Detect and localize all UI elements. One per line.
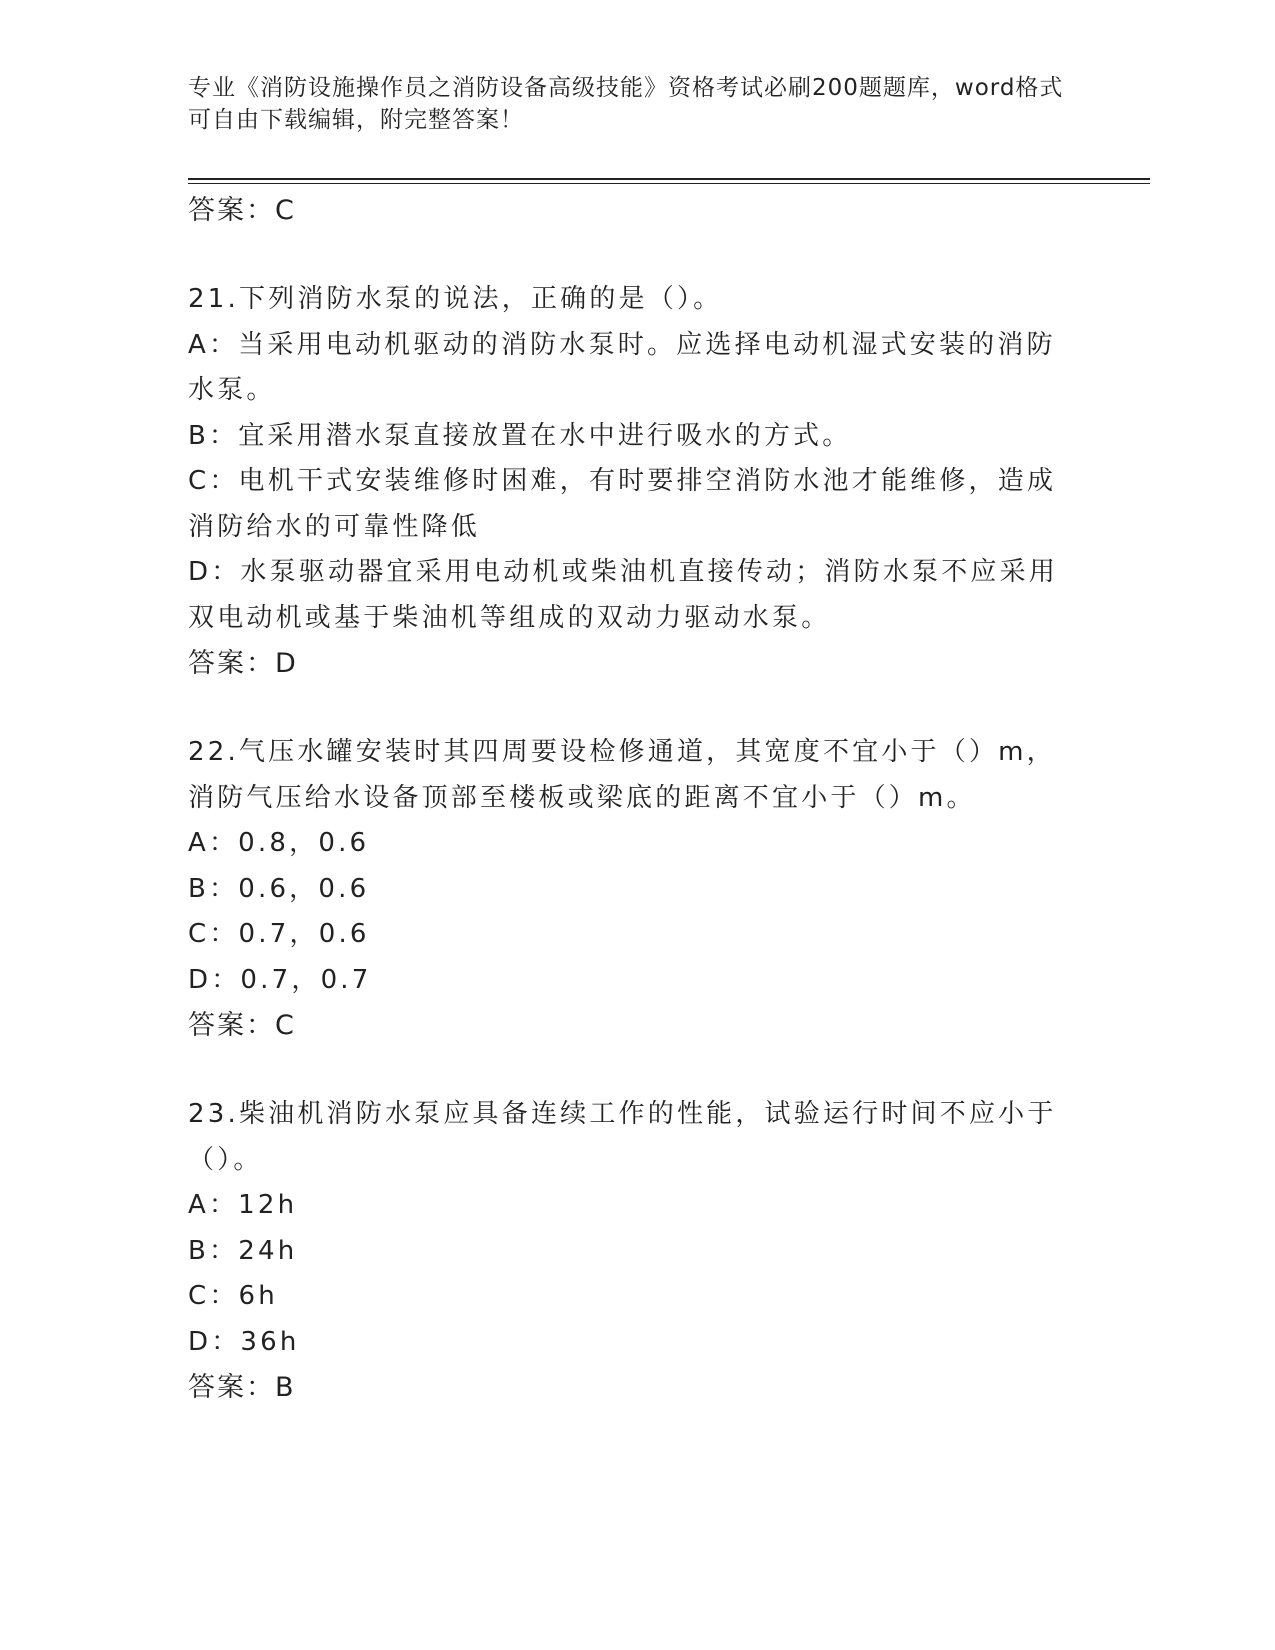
option-b: B：24h (188, 1235, 298, 1266)
option-c: C：0.7，0.6 (188, 919, 370, 949)
question-22 (188, 730, 1068, 1049)
question-list (188, 188, 1068, 1411)
option-c: C：电机干式安装维修时困难，有时要排空消防水池才能维修，造成消防给水的可靠性降低 (188, 466, 1057, 542)
header-rule-thick (188, 178, 1150, 180)
option-a: A：12h (188, 1190, 298, 1220)
option-d: D：0.7，0.7 (188, 964, 372, 995)
question-21 (188, 277, 1068, 687)
question-stem: 21.下列消防水泵的说法，正确的是（）。 (188, 284, 723, 314)
option-b: B：宜采用潜水泵直接放置在水中进行吸水的方式。 (188, 420, 852, 451)
question-23 (188, 1092, 1068, 1411)
question-stem: 23.柴油机消防水泵应具备连续工作的性能，试验运行时间不应小于（）。 (188, 1099, 1057, 1175)
option-a: A：当采用电动机驱动的消防水泵时。应选择电动机湿式安装的消防水泵。 (188, 329, 1056, 405)
header-rule-thin (188, 183, 1150, 184)
option-d: D：水泵驱动器宜采用电动机或柴油机直接传动；消防水泵不应采用双电动机或基于柴油机等组成的双动力驱动水泵。 (188, 557, 1059, 633)
option-c: C：6h (188, 1281, 278, 1311)
question-answer: 答案：C (188, 1010, 296, 1041)
option-a: A：0.8，0.6 (188, 828, 370, 858)
option-d: D：36h (188, 1326, 300, 1357)
question-stem: 22.气压水罐安装时其四周要设检修通道，其宽度不宜小于（）m，消防气压给水设备顶部至楼板或梁底的距离不宜小于（）m。 (188, 737, 1056, 813)
document-header: 专业《消防设施操作员之消防设备高级技能》资格考试必刷200题题库，word格式可自由下载编辑，附完整答案！ (188, 75, 1064, 133)
question-answer: 答案：B (188, 1372, 296, 1403)
question-answer: 答案：D (188, 648, 298, 679)
option-b: B：0.6，0.6 (188, 873, 370, 904)
previous-question-answer: 答案：C (188, 195, 296, 226)
